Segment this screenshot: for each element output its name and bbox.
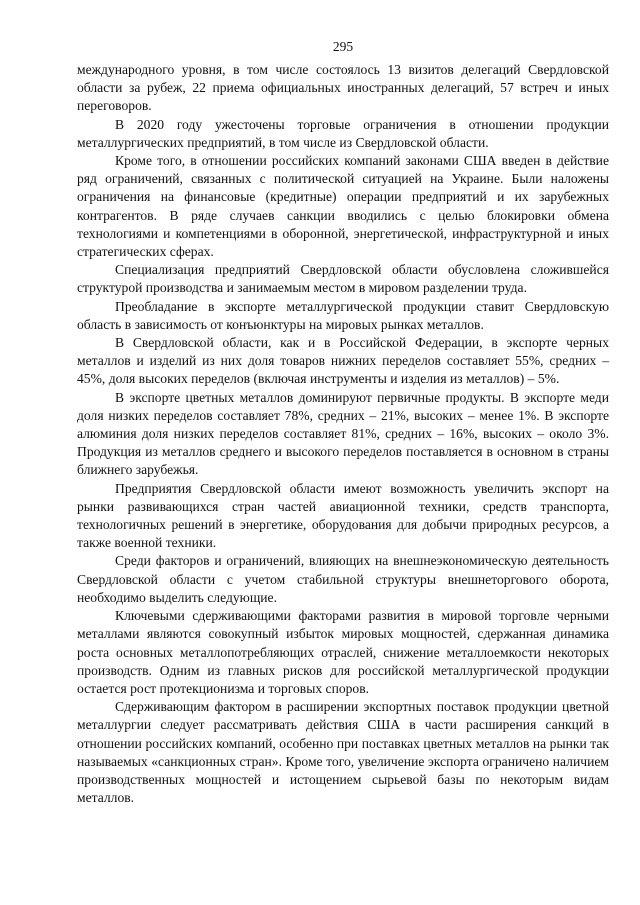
paragraph-factors-intro: Среди факторов и ограничений, влияющих на внешнеэкономическую деятельность Свердловской области с учетом стабильной структуры внешнеторгового оборота, необходимо выделить следующие. [77,553,609,605]
paragraph-nonferrous-constraints: Сдерживающим фактором в расширении экспортных поставок продукции цветной металлургии следует рассматривать действия США в части расширения санкций в отношении российских компаний, особенно при поставках цветных металлов на рынки так называемых «санкционных стран». Кроме того, увеличение экспорта ограничено наличием производственных мощностей и истощением сырьевой базы по некоторым видам металлов. [77,699,609,806]
paragraph-trade-restrictions: В 2020 году ужесточены торговые ограничения в отношении продукции металлургических предприятий, в том числе из Свердловской области. [77,116,609,150]
page-number: 295 [332,39,354,54]
document-page [77,38,609,807]
paragraph-metallurgy-export: Преобладание в экспорте металлургической продукции ставит Свердловскую область в зависимость от конъюнктуры на мировых рынках металлов. [77,298,609,332]
paragraph-ferrous-constraints: Ключевыми сдерживающими факторами развития в мировой торговле черными металлами являются совокупный избыток мировых мощностей, сдержанная динамика роста основных металлопотребляющих отраслей, снижение металлоемкости некоторых производств. Одним из главных рисков для российской металлургической продукции остается рост протекционизма и торговых споров. [77,608,609,696]
paragraph-export-opportunities: Предприятия Свердловской области имеют возможность увеличить экспорт на рынки развивающихся стран частей авиационной техники, средств транспорта, технологичных решений в энергетике, оборудования для добычи природных ресурсов, а также военной техники. [77,480,609,551]
paragraph-nonferrous-metals: В экспорте цветных металлов доминируют первичные продукты. В экспорте меди доля низких переделов составляет 78%, средних – 21%, высоких – менее 1%. В экспорте алюминия доля низких переделов составляет 81%, средних – 16%, высоких – около 3%. Продукция из металлов среднего и высокого переделов поставляется в основном в страны ближнего зарубежья. [77,389,609,478]
paragraph-specialization: Специализация предприятий Свердловской области обусловлена сложившейся структурой производства и занимаемым местом в мировом разделении труда. [77,262,609,296]
paragraph-us-sanctions: Кроме того, в отношении российских компаний законами США введен в действие ряд ограничений, связанных с политической ситуацией на Украине. Были наложены ограничения на финансовые (кредитные) операции предприятий и их зарубежных контрагентов. В ряде случаев санкции вводились с целью блокировки обмена технологиями и компетенциями в оборонной, энергетической, инфраструктурной и иных стратегических сферах. [77,153,609,260]
paragraph-ferrous-metals: В Свердловской области, как и в Российской Федерации, в экспорте черных металлов и изделий из них доля товаров нижних переделов составляет 55%, средних – 45%, доля высоких переделов (включая инструменты и изделия из металлов) – 5%. [77,335,609,387]
paragraph-continued: международного уровня, в том числе состоялось 13 визитов делегаций Свердловской области за рубеж, 22 приема официальных иностранных делегаций, 57 встреч и иных переговоров. [77,62,609,114]
